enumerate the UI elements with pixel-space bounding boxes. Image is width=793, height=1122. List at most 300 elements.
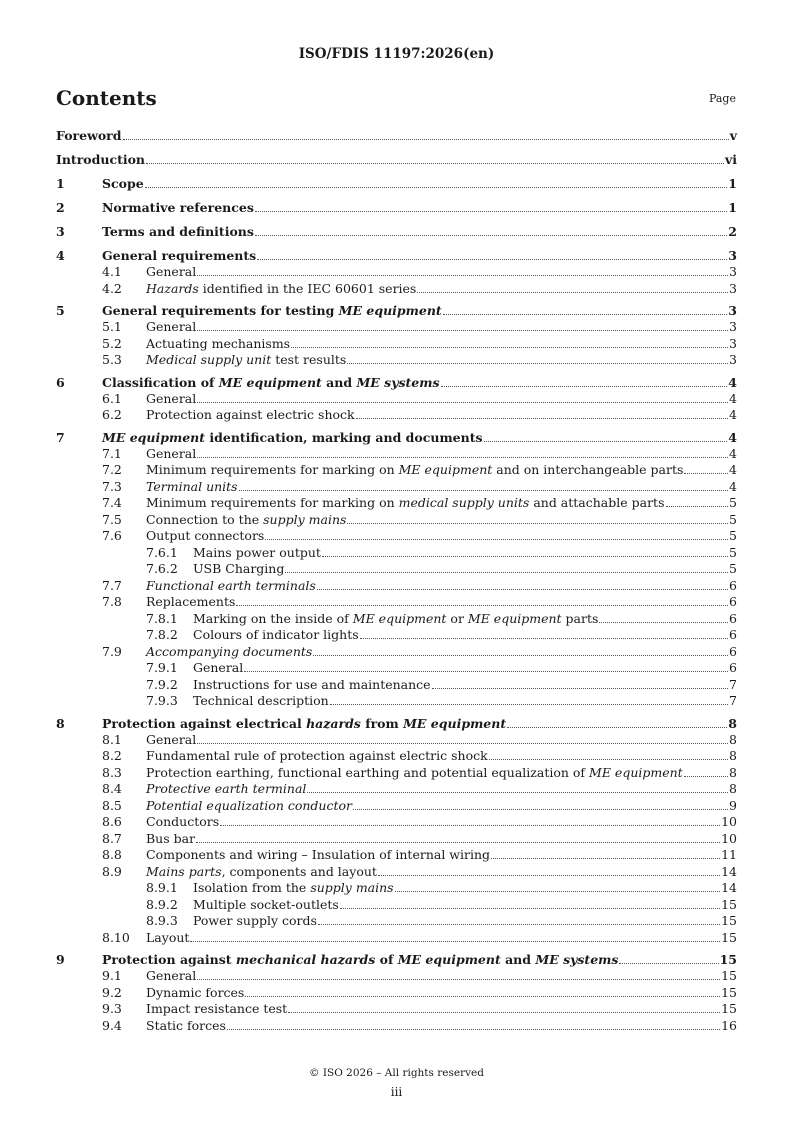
toc-entry[interactable]	[56, 627, 737, 644]
toc-entry-number: 5	[56, 303, 65, 318]
toc-entry-title	[102, 430, 483, 445]
toc-entry-page: 6	[729, 627, 737, 642]
toc-entry-title	[193, 880, 394, 895]
toc-entry[interactable]	[56, 528, 737, 545]
toc-entry-title-part: Protection against electric shock	[146, 407, 355, 422]
toc-entry[interactable]	[56, 677, 737, 694]
toc-entry-number: 8.9	[102, 863, 122, 879]
toc-entry-number: 5.2	[102, 335, 122, 351]
toc-entry-title-part: Hazards	[146, 280, 199, 296]
toc-entry[interactable]	[56, 952, 737, 968]
toc-entry-title-part: Accompanying documents	[146, 643, 313, 659]
dot-leader	[666, 506, 729, 507]
toc-entry-title	[193, 693, 329, 708]
toc-entry-title-part: supply mains	[263, 511, 347, 527]
toc-entry-title	[146, 1001, 287, 1016]
toc-entry[interactable]	[56, 281, 737, 298]
toc-entry-page: 8	[728, 715, 737, 731]
toc-entry[interactable]	[56, 303, 737, 319]
toc-entry-page: 15	[721, 1001, 737, 1016]
dot-leader	[285, 572, 728, 573]
toc-entry[interactable]	[56, 781, 737, 798]
toc-entry-title-part: Colours of indicator lights	[193, 627, 359, 642]
toc-entry-title-part: from	[360, 715, 404, 731]
dot-leader	[197, 979, 720, 980]
toc-entry-title-part: Foreword	[56, 128, 122, 143]
toc-entry-number: 7.1	[102, 445, 122, 461]
toc-entry[interactable]	[56, 375, 737, 391]
toc-entry-title-part: hazards	[306, 715, 361, 731]
toc-entry-title	[193, 545, 321, 560]
toc-entry-title	[146, 319, 196, 334]
toc-entry-title-part: Protection earthing, functional earthing and potential equalization of	[146, 764, 590, 780]
toc-entry-title-part: Conductors	[146, 814, 220, 829]
dot-leader	[432, 688, 728, 689]
toc-entry-number: 8.9.2	[146, 896, 178, 912]
dot-leader	[197, 275, 728, 276]
toc-entry[interactable]	[56, 407, 737, 424]
toc-entry[interactable]	[56, 693, 737, 710]
toc-entry-title-part: Potential equalization conductor	[146, 797, 353, 813]
dot-leader	[318, 924, 720, 925]
toc-entry[interactable]	[56, 611, 737, 628]
toc-entry-page: v	[729, 128, 737, 143]
toc-entry-title-part: Output connectors	[146, 528, 265, 543]
dot-leader	[684, 473, 728, 474]
toc-entry[interactable]	[56, 930, 737, 947]
toc-entry-title	[146, 336, 290, 351]
toc-entry-title-part: ME equipment	[102, 429, 206, 445]
toc-entry-title-part: General	[146, 319, 197, 334]
toc-entry-number: 4	[56, 248, 65, 263]
dot-leader	[684, 776, 728, 777]
toc-entry-title	[146, 732, 196, 747]
toc-entry-title	[102, 224, 254, 239]
toc-entry-title-part: ME equipment	[398, 462, 493, 477]
toc-entry[interactable]	[56, 352, 737, 369]
toc-entry-number: 8	[56, 715, 65, 731]
toc-entry[interactable]	[56, 864, 737, 881]
toc-entry[interactable]	[56, 897, 737, 914]
dot-leader	[236, 605, 728, 606]
toc-entry[interactable]	[56, 430, 737, 446]
toc-entry-page: 5	[729, 561, 737, 576]
toc-entry[interactable]	[56, 765, 737, 782]
toc-entry-title-part: Technical description	[193, 693, 329, 708]
toc-entry[interactable]	[56, 968, 737, 985]
toc-entry-title-part: General	[146, 968, 197, 983]
toc-entry-page: 16	[721, 1017, 737, 1033]
toc-entry-title-part: General requirements	[102, 248, 257, 263]
toc-entry-page: 3	[729, 335, 737, 351]
dot-leader	[145, 187, 728, 188]
toc-entry-title-part: General	[146, 731, 197, 747]
toc-entry-page: 4	[728, 429, 737, 445]
dot-leader	[244, 671, 728, 672]
document-identifier: ISO/FDIS 11197:2026(en)	[298, 46, 495, 62]
toc-entry-title	[102, 303, 442, 318]
dot-leader	[146, 163, 724, 164]
toc-entry-page: 3	[729, 280, 737, 296]
dot-leader	[322, 556, 728, 557]
dot-leader	[220, 825, 720, 826]
toc-entry-title	[102, 248, 256, 263]
toc-entry-title-part: Components and wiring – Insulation of internal wiring	[146, 847, 491, 862]
toc-entry-number: 5.3	[102, 352, 122, 367]
toc-entry-number: 1	[56, 176, 65, 191]
toc-entry-title-part: ME equipment	[338, 303, 442, 318]
toc-entry-title	[146, 864, 377, 879]
toc-entry-title-part: ME systems	[535, 952, 619, 967]
toc-entry-title	[102, 716, 506, 731]
dot-leader	[353, 809, 728, 810]
toc-entry-number: 6	[56, 374, 65, 390]
toc-entry-page: 15	[721, 896, 737, 912]
toc-entry-page: 15	[721, 929, 737, 945]
toc-entry-title-part: or	[446, 610, 468, 626]
toc-entry[interactable]	[56, 594, 737, 611]
toc-entry-number: 7.9.1	[146, 660, 178, 675]
toc-entry-page: 4	[729, 445, 737, 461]
toc-entry-title-part: ME equipment	[397, 952, 501, 967]
toc-entry-title-part: , components and layout	[221, 863, 377, 879]
copyright-notice: © ISO 2026 – All rights reserved	[309, 1067, 484, 1079]
toc-entry-title	[193, 660, 243, 675]
toc-entry-title-part: Impact resistance test	[146, 1001, 288, 1016]
toc-entry-number: 7.9.3	[146, 693, 178, 708]
toc-entry-title	[146, 407, 355, 422]
toc-entry-title	[146, 968, 196, 983]
toc-entry-title	[146, 578, 316, 593]
toc-entry-title	[146, 847, 490, 862]
dot-leader	[489, 759, 728, 760]
toc-entry-title-part: Actuating mechanisms	[146, 335, 291, 351]
toc-entry-title-part: Power supply cords	[193, 913, 317, 928]
toc-entry-title	[193, 561, 284, 576]
toc-entry-page: 4	[729, 478, 737, 494]
toc-entry-title-part: test results	[271, 352, 347, 367]
toc-entry-page: 8	[729, 731, 737, 747]
toc-entry-title	[102, 200, 254, 215]
dot-leader	[197, 457, 728, 458]
toc-entry-title-part: Normative references	[102, 200, 254, 215]
toc-entry-number: 8.2	[102, 748, 122, 763]
dot-leader	[227, 1029, 720, 1030]
toc-entry-title-part: Protection against	[102, 952, 236, 967]
toc-entry-page: 4	[728, 374, 737, 390]
toc-entry-number: 8.1	[102, 731, 122, 747]
toc-entry-title-part: General	[193, 660, 244, 675]
toc-entry-title-part: identification, marking and documents	[205, 429, 483, 445]
toc-entry-title	[146, 814, 219, 829]
toc-entry-number: 7.2	[102, 462, 122, 477]
toc-entry[interactable]	[56, 644, 737, 661]
toc-entry-page: 15	[721, 984, 737, 1000]
toc-entry-title	[146, 512, 346, 527]
toc-entry[interactable]	[56, 200, 737, 216]
toc-entry-title	[146, 644, 312, 659]
dot-leader	[347, 523, 728, 524]
toc-entry-number: 3	[56, 224, 65, 239]
toc-entry-title-part: Protection against electrical	[102, 715, 307, 731]
toc-entry-number: 9.2	[102, 984, 122, 1000]
toc-entry-title-part: Functional earth terminals	[146, 577, 316, 593]
toc-entry-page: 1	[728, 176, 737, 191]
toc-entry[interactable]	[56, 248, 737, 264]
dot-leader	[257, 259, 727, 260]
dot-leader	[196, 842, 720, 843]
toc-entry-number: 9.4	[102, 1017, 122, 1033]
toc-entry-title-part: General	[146, 390, 197, 406]
toc-entry-title-part: identified in the IEC 60601 series	[198, 280, 417, 296]
toc-entry-title	[146, 479, 238, 494]
toc-entry-number: 7.8.2	[146, 627, 178, 642]
dot-leader	[313, 655, 728, 656]
toc-entry-page: 3	[728, 303, 737, 318]
toc-entry[interactable]	[56, 1018, 737, 1035]
toc-entry-number: 9	[56, 952, 65, 967]
toc-entry-title-part: ME systems	[356, 374, 440, 390]
toc-entry-title	[193, 897, 339, 912]
dot-leader	[491, 858, 720, 859]
toc-entry-number: 7.8.1	[146, 610, 178, 626]
dot-leader	[330, 704, 728, 705]
toc-entry-title-part: mechanical hazards	[235, 952, 376, 967]
toc-entry-page: 3	[729, 352, 737, 367]
toc-entry-number: 8.9.3	[146, 913, 178, 928]
toc-entry-page: 6	[729, 594, 737, 609]
toc-entry-title	[146, 462, 683, 477]
toc-entry[interactable]	[56, 391, 737, 408]
toc-entry[interactable]	[56, 545, 737, 562]
toc-entry[interactable]	[56, 319, 737, 336]
dot-leader	[239, 490, 728, 491]
toc-entry-number: 7.6.1	[146, 544, 178, 560]
toc-entry-title	[146, 352, 346, 367]
toc-entry-title	[193, 611, 598, 626]
toc-entry-title-part: Terminal units	[146, 478, 238, 494]
toc-entry[interactable]	[56, 512, 737, 529]
toc-entry-page: 15	[721, 913, 737, 928]
toc-entry-title-part: ME equipment	[467, 610, 562, 626]
dot-leader	[507, 727, 727, 728]
toc-entry-page: 3	[729, 264, 737, 279]
toc-entry-page: 6	[729, 660, 737, 675]
page-number: iii	[390, 1085, 403, 1099]
dot-leader	[347, 363, 728, 364]
toc-entry[interactable]	[56, 1001, 737, 1018]
toc-entry-number: 5.1	[102, 319, 122, 334]
dot-leader	[360, 638, 728, 639]
dot-leader	[441, 386, 728, 387]
toc-entry-number: 9.1	[102, 968, 122, 983]
toc-entry-page: 5	[729, 511, 737, 527]
toc-entry-title	[56, 152, 145, 167]
toc-entry-page: 5	[729, 495, 737, 510]
toc-entry-title	[193, 627, 359, 642]
toc-entry-title-part: Replacements	[146, 594, 236, 609]
toc-entry-page: 5	[729, 528, 737, 543]
dot-leader	[484, 441, 728, 442]
toc-entry-title-part: and	[321, 374, 357, 390]
page-column-label: Page	[708, 92, 736, 105]
toc-entry[interactable]	[56, 913, 737, 930]
dot-leader	[123, 139, 729, 140]
toc-entry-number: 7.9.2	[146, 676, 178, 692]
toc-entry-title-part: Dynamic forces	[146, 984, 245, 1000]
dot-leader	[599, 622, 728, 623]
toc-entry-page: 10	[721, 830, 737, 846]
toc-entry-title-part: Isolation from the	[193, 880, 311, 895]
toc-entry-title	[146, 594, 235, 609]
toc-entry-page: 9	[729, 797, 737, 813]
toc-entry-title-part: Introduction	[56, 152, 146, 167]
toc-entry-title-part: General	[146, 445, 197, 461]
dot-leader	[291, 347, 728, 348]
dot-leader	[378, 875, 720, 876]
dot-leader	[340, 908, 720, 909]
toc-entry-page: 4	[729, 462, 737, 477]
toc-entry-title	[146, 1018, 226, 1033]
dot-leader	[619, 963, 718, 964]
toc-entry[interactable]	[56, 224, 737, 240]
toc-entry[interactable]	[56, 128, 737, 144]
toc-entry-title-part: and attachable parts	[529, 495, 665, 510]
toc-entry-title-part: Marking on the inside of	[193, 610, 353, 626]
toc-entry-page: 5	[729, 544, 737, 560]
toc-entry[interactable]	[56, 716, 737, 732]
toc-entry-title	[146, 798, 352, 813]
toc-entry[interactable]	[56, 446, 737, 463]
toc-entry[interactable]	[56, 880, 737, 897]
toc-entry-title	[146, 831, 195, 846]
toc-entry[interactable]	[56, 831, 737, 848]
toc-entry-title	[146, 446, 196, 461]
dot-leader	[197, 402, 728, 403]
toc-entry-number: 8.10	[102, 929, 130, 945]
toc-entry-page: 6	[729, 643, 737, 659]
toc-entry[interactable]	[56, 798, 737, 815]
toc-entry-page: vi	[724, 152, 737, 167]
toc-entry-title-part: General	[146, 264, 197, 279]
toc-entry-title	[146, 528, 264, 543]
toc-entry-title-part: USB Charging	[193, 561, 285, 576]
toc-entry-number: 7.3	[102, 478, 122, 494]
toc-entry[interactable]	[56, 814, 737, 831]
toc-entry-title	[102, 176, 144, 191]
toc-entry-title-part: Scope	[102, 176, 144, 191]
toc-entry-title	[146, 930, 189, 945]
toc-entry-title-part: Layout	[146, 929, 190, 945]
toc-entry[interactable]	[56, 561, 737, 578]
table-of-contents	[56, 128, 737, 1034]
toc-entry-number: 4.2	[102, 280, 122, 296]
toc-entry-title	[146, 281, 416, 296]
toc-entry[interactable]	[56, 660, 737, 677]
toc-entry-title-part: ME equipment	[352, 610, 447, 626]
toc-entry-title	[193, 913, 317, 928]
toc-entry-title-part: Classification of	[102, 374, 219, 390]
toc-entry[interactable]	[56, 985, 737, 1002]
toc-entry[interactable]	[56, 462, 737, 479]
toc-entry-number: 7.5	[102, 511, 122, 527]
toc-entry-title	[146, 391, 196, 406]
toc-entry-title-part: Fundamental rule of protection against electric shock	[146, 748, 488, 763]
toc-entry-title-part: and on interchangeable parts	[492, 462, 684, 477]
toc-entry-page: 7	[729, 693, 737, 708]
dot-leader	[307, 792, 728, 793]
toc-entry[interactable]	[56, 578, 737, 595]
page-title: Contents	[56, 86, 157, 110]
toc-entry-title-part: Mains parts	[146, 863, 222, 879]
toc-entry-title	[146, 264, 196, 279]
toc-entry-title-part: Mains power output	[193, 544, 321, 560]
toc-entry-number: 8.8	[102, 847, 122, 862]
toc-entry-title-part: ME equipment	[403, 715, 507, 731]
dot-leader	[255, 211, 727, 212]
toc-entry-page: 14	[721, 880, 737, 895]
toc-entry-title-part: parts	[561, 610, 599, 626]
toc-entry-number: 9.3	[102, 1001, 122, 1016]
toc-entry-title-part: General requirements for testing	[102, 303, 339, 318]
toc-entry-title-part: Minimum requirements for marking on	[146, 495, 399, 510]
toc-entry[interactable]	[56, 152, 737, 168]
toc-entry-page: 6	[729, 577, 737, 593]
dot-leader	[395, 891, 721, 892]
dot-leader	[356, 418, 728, 419]
toc-entry-title	[146, 765, 683, 780]
toc-entry-number: 6.1	[102, 390, 122, 406]
toc-entry-number: 7.7	[102, 577, 122, 593]
toc-entry[interactable]	[56, 336, 737, 353]
toc-entry[interactable]	[56, 264, 737, 281]
toc-entry-title-part: ME equipment	[589, 764, 683, 780]
toc-entry-page: 4	[729, 390, 737, 406]
toc-entry-number: 8.7	[102, 830, 122, 846]
dot-leader	[190, 941, 720, 942]
toc-entry-number: 7.9	[102, 643, 122, 659]
dot-leader	[197, 330, 728, 331]
dot-leader	[417, 292, 728, 293]
toc-entry-number: 8.5	[102, 797, 122, 813]
toc-entry-page: 11	[721, 847, 737, 862]
toc-entry-number: 4.1	[102, 264, 122, 279]
toc-entry[interactable]	[56, 847, 737, 864]
dot-leader	[197, 743, 728, 744]
toc-entry-page: 4	[729, 407, 737, 422]
toc-entry-title-part: Medical supply unit	[146, 352, 272, 367]
toc-entry[interactable]	[56, 176, 737, 192]
toc-entry-title-part: Multiple socket-outlets	[193, 896, 339, 912]
dot-leader	[245, 996, 720, 997]
toc-entry-title	[102, 952, 618, 967]
toc-entry-page: 3	[728, 248, 737, 263]
toc-entry-title	[146, 748, 488, 763]
toc-entry-page: 8	[729, 764, 737, 780]
toc-entry[interactable]	[56, 732, 737, 749]
toc-entry[interactable]	[56, 495, 737, 512]
toc-entry[interactable]	[56, 479, 737, 496]
toc-entry-number: 8.4	[102, 781, 122, 796]
toc-entry[interactable]	[56, 748, 737, 765]
dot-leader	[288, 1012, 720, 1013]
toc-entry-number: 6.2	[102, 407, 122, 422]
toc-entry-page: 14	[721, 863, 737, 879]
toc-entry-title-part: medical supply units	[398, 495, 530, 510]
toc-entry-title	[56, 128, 122, 143]
toc-entry-page: 1	[728, 200, 737, 215]
toc-entry-title	[193, 677, 431, 692]
